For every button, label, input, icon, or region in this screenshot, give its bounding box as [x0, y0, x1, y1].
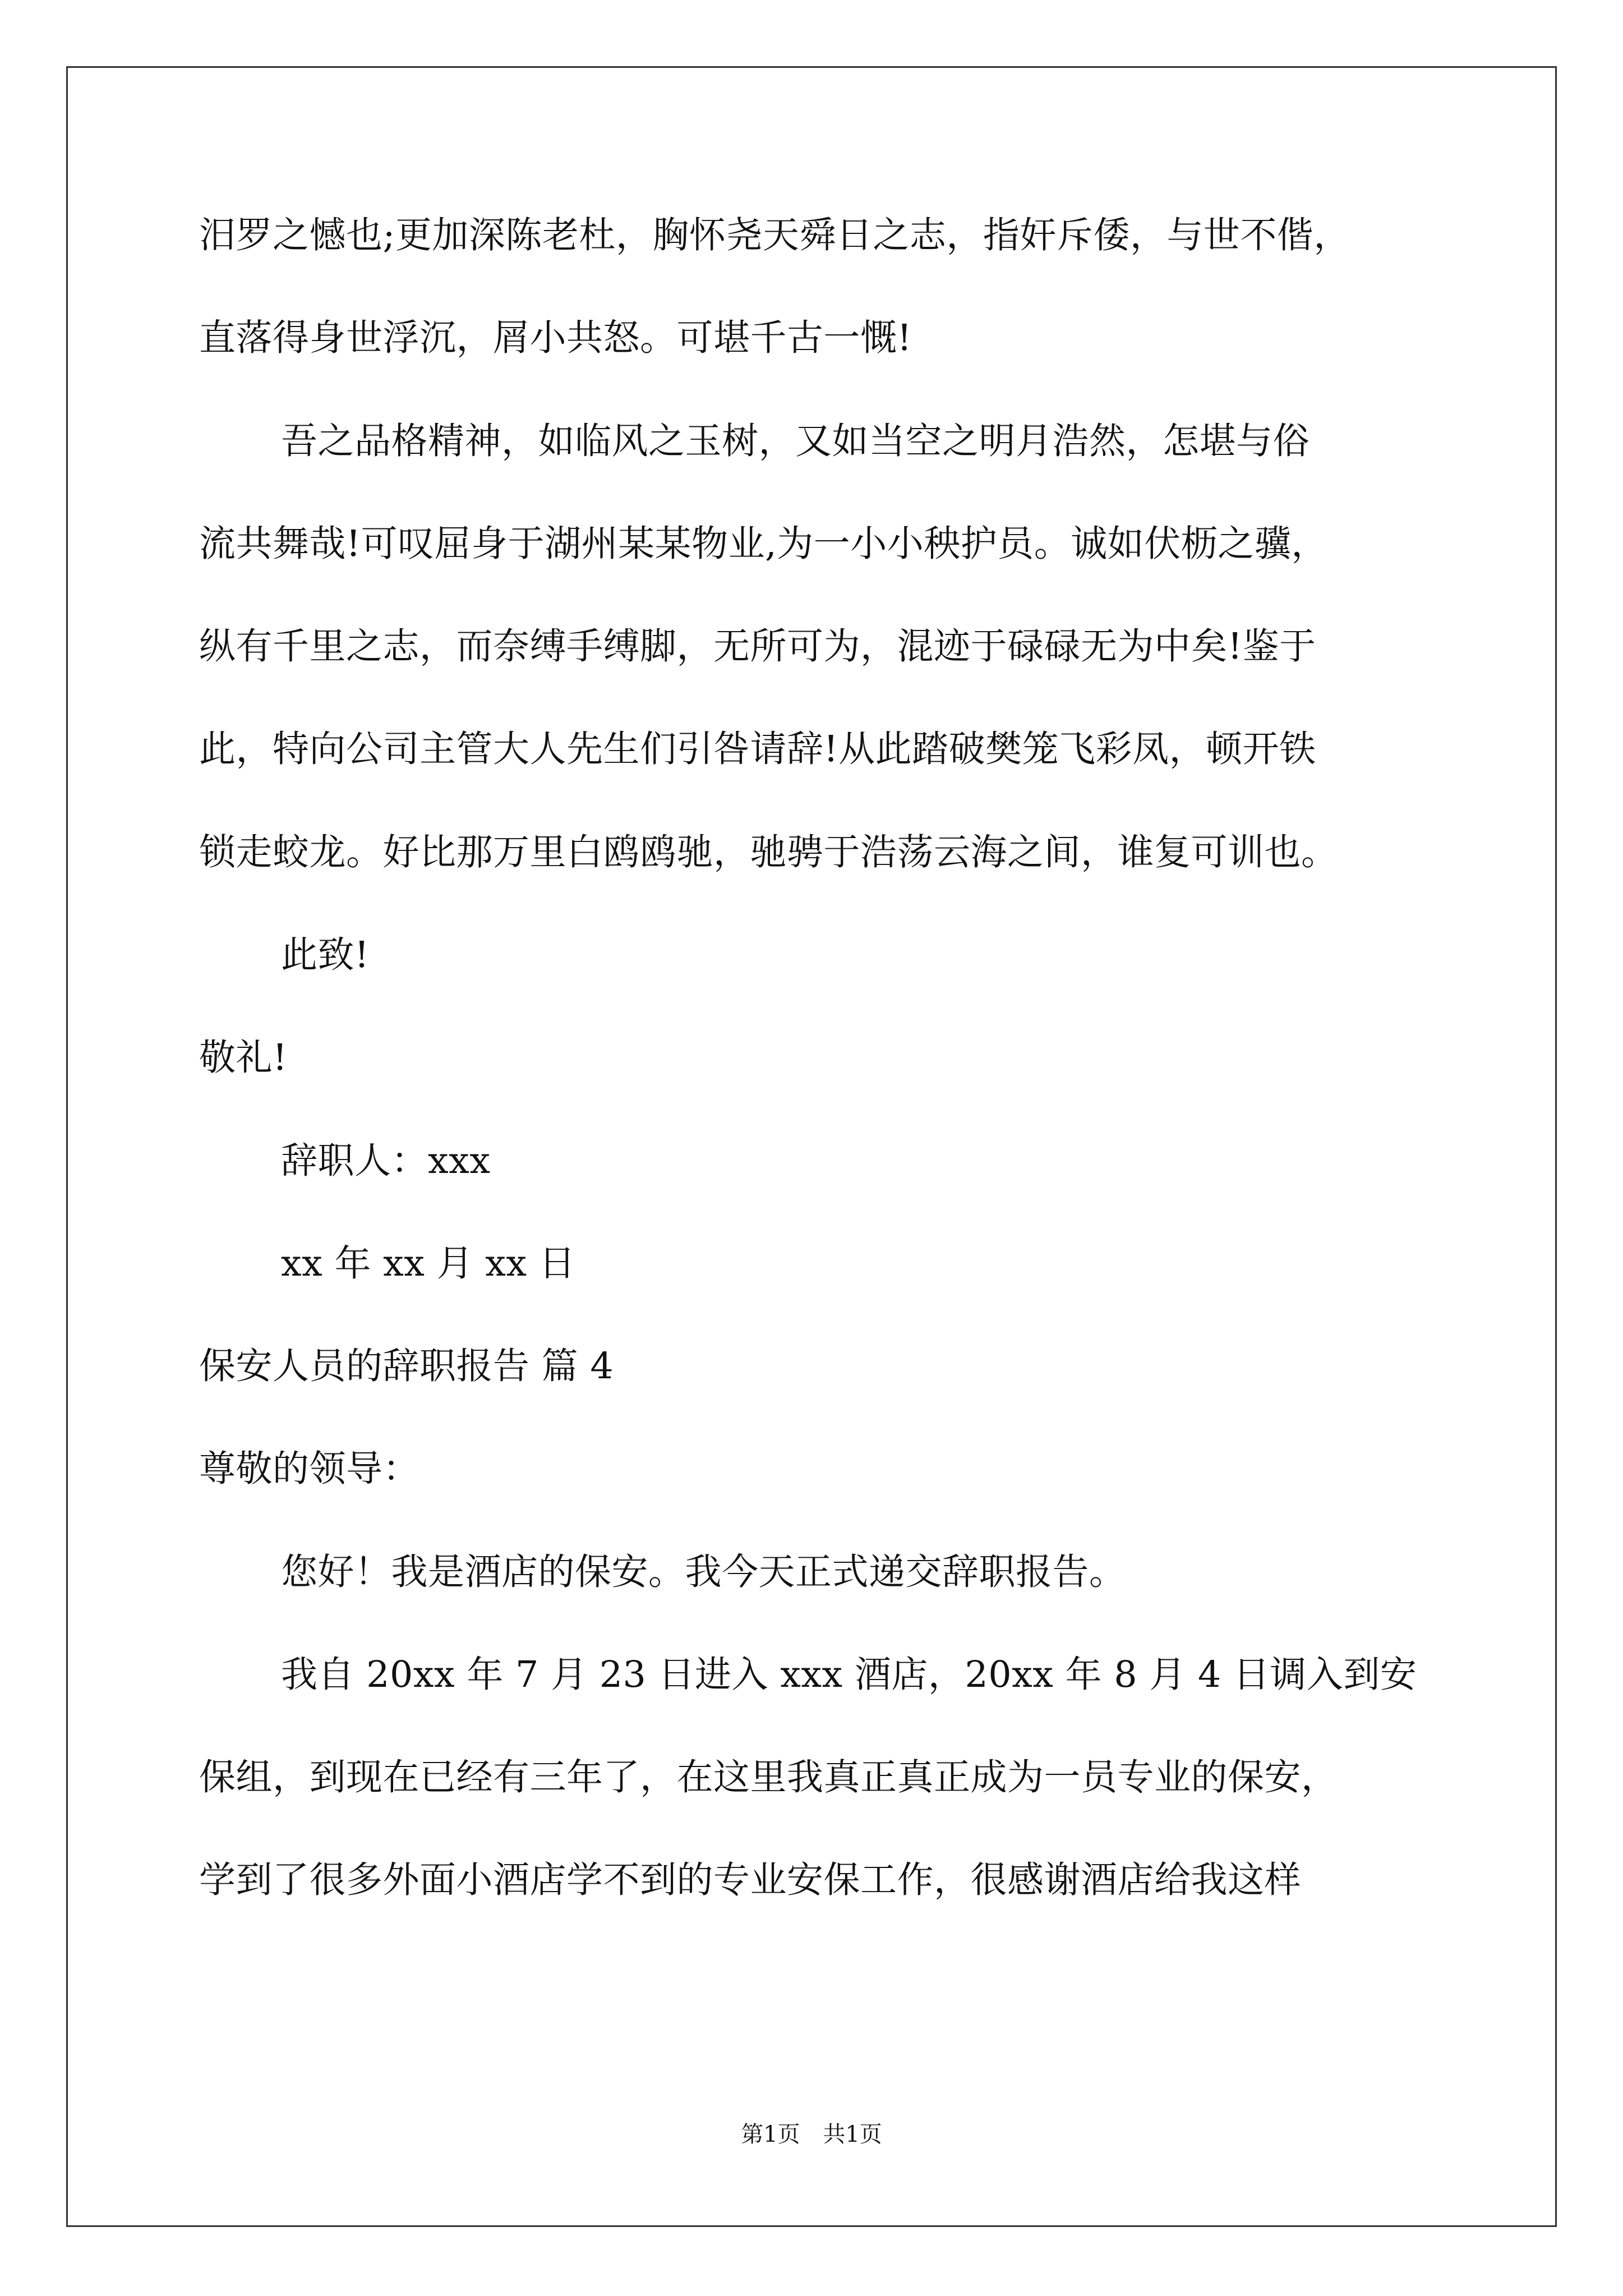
signature-line: 辞职人：xxx [281, 1140, 491, 1182]
section-title: 保安人员的辞职报告 篇 4 [199, 1345, 614, 1387]
text-line: 直落得身世浮沉，屑小共怒。可堪千古一慨! [199, 317, 912, 359]
text-line: 流共舞哉!可叹屈身于湖州某某物业,为一小小秧护员。诚如伏枥之骥， [199, 523, 1328, 565]
greeting: 尊敬的领导： [199, 1448, 420, 1490]
text-line: 汨罗之憾也;更加深陈老杜，胸怀尧天舜日之志，指奸斥倭，与世不偕， [199, 214, 1350, 256]
text-line: 纵有千里之志，而奈缚手缚脚，无所可为，混迹于碌碌无为中矣!鉴于 [199, 625, 1316, 668]
text-line: 吾之品格精神，如临风之玉树，又如当空之明月浩然，怎堪与俗 [281, 420, 1310, 462]
text-line: 我自 20xx 年 7 月 23 日进入 xxx 酒店，20xx 年 8 月 4 日调入到安 [281, 1654, 1417, 1696]
text-line: 您好！我是酒店的保安。我今天正式递交辞职报告。 [281, 1551, 1126, 1593]
text-line: 锁走蛟龙。好比那万里白鸥鸥驰，驰骋于浩荡云海之间，谁复可训也。 [199, 831, 1338, 873]
page-total: 共1页 [823, 2122, 882, 2147]
date-line: xx 年 xx 月 xx 日 [281, 1243, 576, 1285]
text-line: 学到了很多外面小酒店学不到的专业安保工作，很感谢酒店给我这样 [199, 1859, 1302, 1901]
text-line: 此，特向公司主管大人先生们引咎请辞!从此踏破樊笼飞彩凤，顿开铁 [199, 728, 1316, 770]
closing-salutation: 此致! [281, 934, 370, 976]
page-number: 第1页 [741, 2122, 800, 2147]
page-footer [0, 2120, 1623, 2148]
text-line: 保组，到现在已经有三年了，在这里我真正真正成为一员专业的保安， [199, 1756, 1338, 1798]
closing-regards: 敬礼! [199, 1037, 288, 1079]
